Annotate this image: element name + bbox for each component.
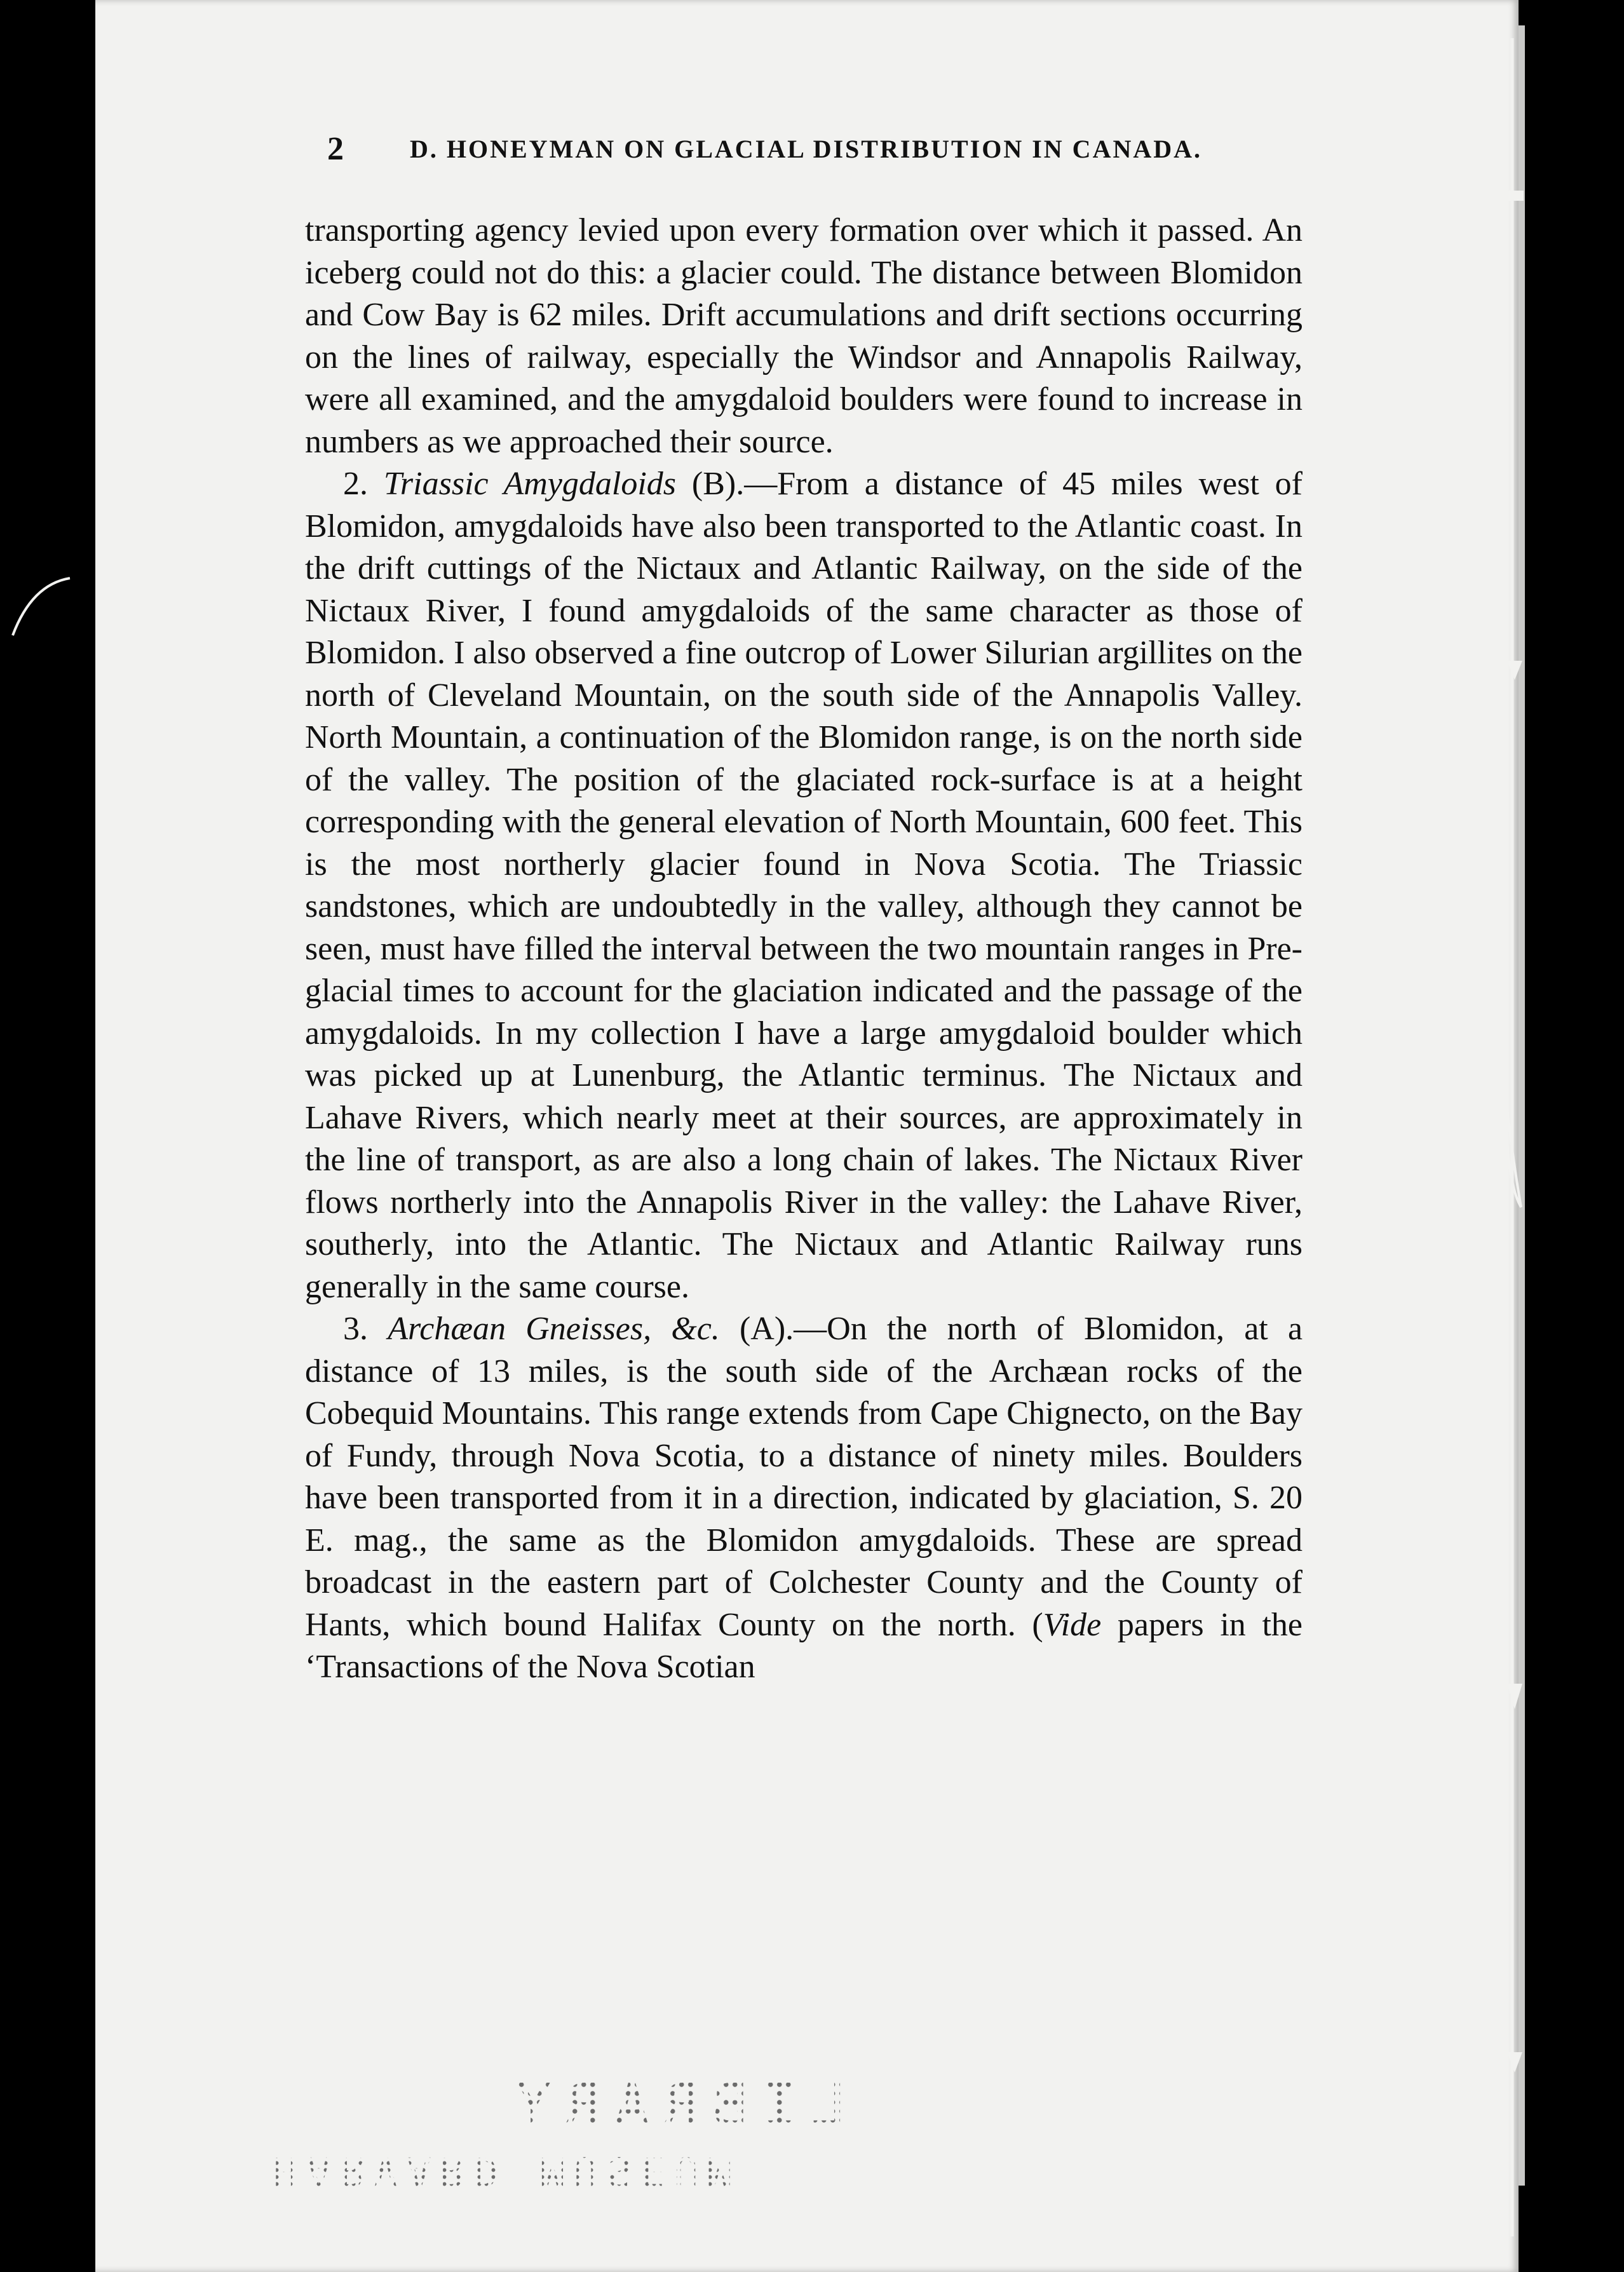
paragraph-1: transporting agency levied upon every formation over which it passed. An iceberg could not do this: a glacier could. The distance between Blomidon and Cow Bay is 62 miles. Drift accumulations and drift sections occurring on the lines of railway, especially the Windsor and Annapolis Railway, were all examined, and the amygdaloid boulders were found to increase in numbers as we approached their source. bbox=[305, 212, 1303, 460]
section-body: —From a distance of 45 miles west of Blomidon, amygdaloids have also been transported to the Atlantic coast. In the drift cuttings of the Nictaux and Atlantic Railway, on the side of the Nictaux River, I found amygdaloids of the same character as those of Blomidon. I also observed a fine outcrop of Lower Silurian argillites on the north of Cleveland Mountain, on the south side of the Annapolis Valley. North Mountain, a continuation of the Blomidon range, is on the north side of the valley. The position of the glaciated rock-surface is at a height corresponding with the general elevation of North Mountain, 600 feet. This is the most northerly glacier found in Nova Scotia. The Triassic sandstones, which are undoubtedly in the valley, although they cannot be seen, must have filled the interval between the two mountain ranges in Pre-glacial times to account for the glaciation indicated and the passage of the amygdaloids. In my collection I have a large amygdaloid boulder which was picked up at Lunenburg, the Atlantic terminus. The Nictaux and Lahave Rivers, which nearly meet at their sources, are approximately in the line of transport, as are also a long chain of lakes. The Nictaux River flows northerly into the Annapolis River in the valley: the Lahave River, southerly, into the Atlantic. The Nictaux and Atlantic Railway runs generally in the same course. bbox=[305, 466, 1303, 1305]
paragraph-2 bbox=[305, 463, 1303, 1308]
stamp-line-1: LIBRARY bbox=[502, 2071, 846, 2139]
binding-stitch bbox=[1493, 0, 1569, 2272]
section-number: 3. bbox=[343, 1311, 368, 1347]
section-tail: papers in the ‘Transactions of the Nova Scotian bbox=[305, 1606, 1303, 1685]
library-perforation-stamp bbox=[502, 2071, 846, 2139]
paragraph-3: 3. Archæan Gneisses, &c. (A).—On the north of Blomidon, at a distance of 13 miles, is the south side of the Archæan rocks of the Cobequid Mountains. This range extends from Cape Chignecto, on the Bay of Fundy, through Nova Scotia, to a distance of ninety miles. Boulders have been transported from it in a direction, indicated by glaciation, S. 20 E. mag., the same as the Blomidon amygdaloids. These are spread broadcast in the eastern part of Colchester County and the County of Hants, which bound Halifax County on the north. (Vide papers in the ‘Transactions of the Nova Scotian bbox=[305, 1311, 1303, 1685]
body-text bbox=[305, 210, 1303, 1689]
vide-word: Vide bbox=[1043, 1606, 1102, 1643]
section-number: 2. bbox=[343, 466, 368, 502]
section-title: Triassic Amygdaloids bbox=[383, 466, 677, 502]
section-title: Archæan Gneisses, &c. bbox=[388, 1311, 720, 1347]
running-head: D. HONEYMAN ON GLACIAL DISTRIBUTION IN CANADA. bbox=[410, 135, 1203, 163]
section-label: (B). bbox=[691, 466, 745, 502]
page-number: 2 bbox=[327, 131, 344, 167]
section-body: —On the north of Blomidon, at a distance of 13 miles, is the south side of the Archæan rocks of the Cobequid Mountains. This range extends from Cape Chignecto, on the Bay of Fundy, through Nova Scotia, to a distance of ninety miles. Boulders have been transported from it in a direction, indicated by glaciation, S. 20 E. mag., the same as the Blomidon amygdaloids. These are spread broadcast in the eastern part of Colchester County and the County of Hants, which bound Halifax County on the north. bbox=[305, 1311, 1303, 1643]
stamp-line-2: HARVARD MUSEUM bbox=[273, 2147, 741, 2194]
section-label: (A). bbox=[739, 1311, 794, 1347]
library-perforation-stamp-2 bbox=[273, 2147, 740, 2194]
margin-mark bbox=[0, 565, 76, 642]
